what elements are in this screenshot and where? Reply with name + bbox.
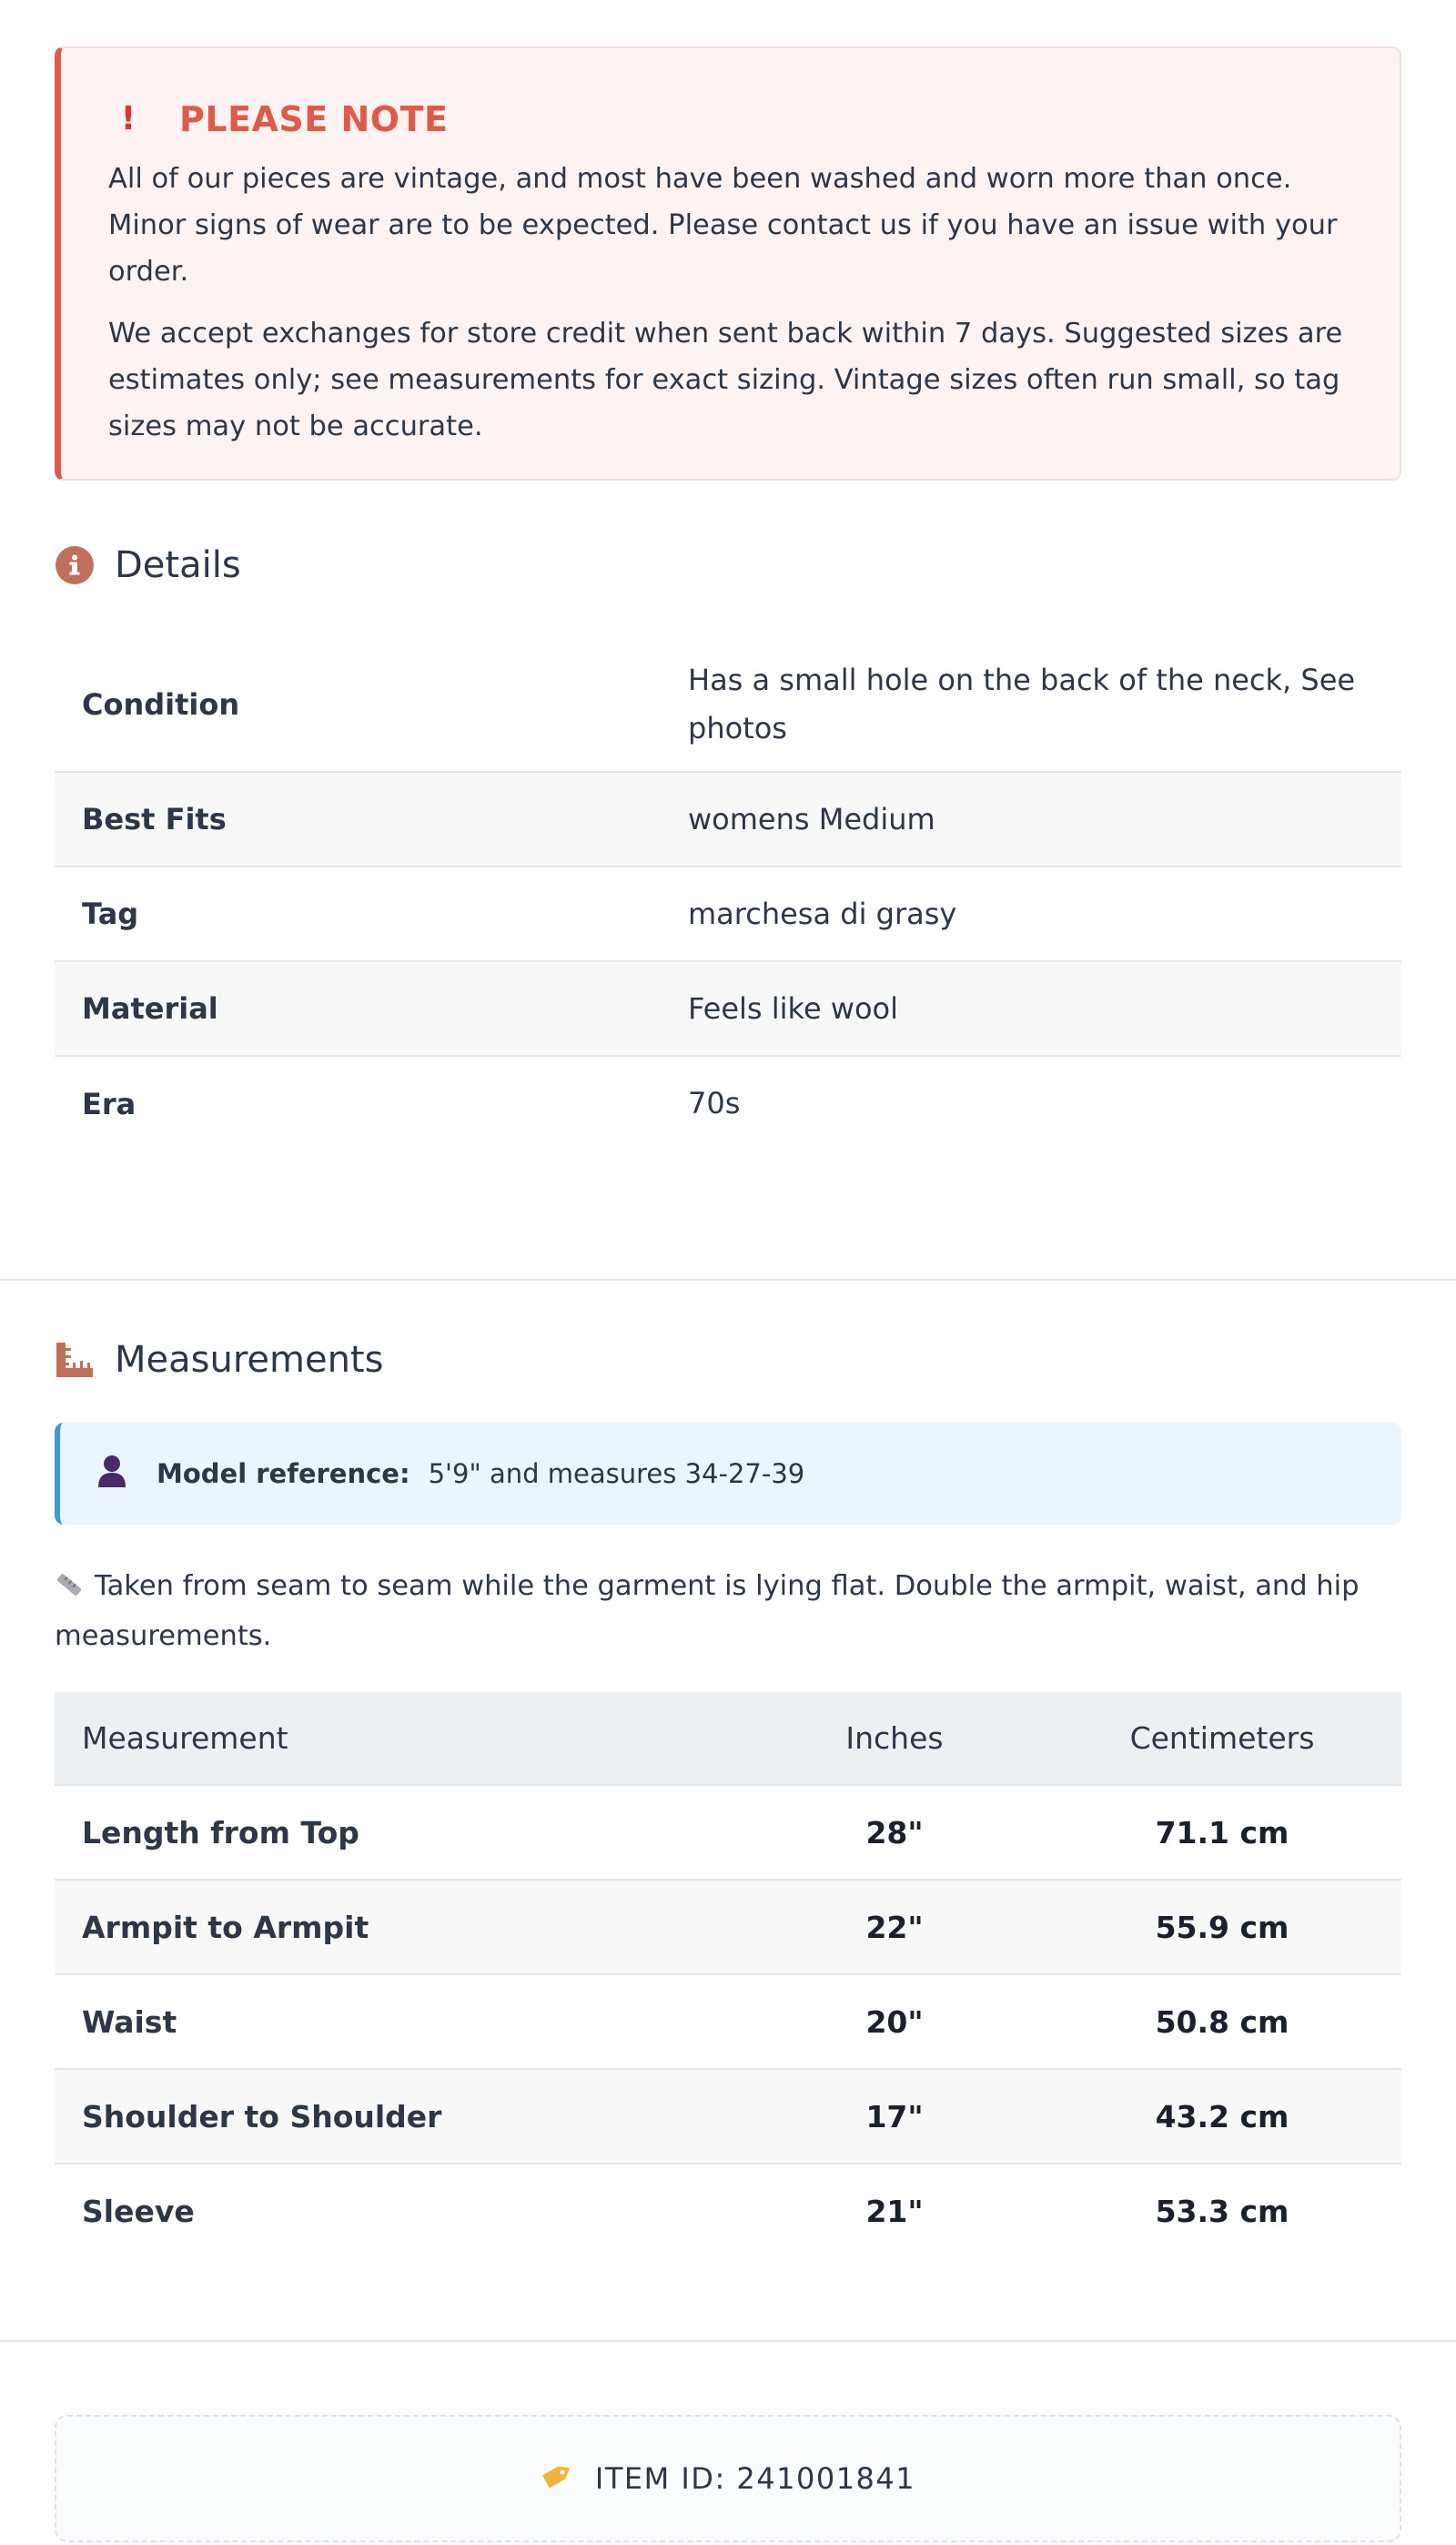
section-divider — [0, 2340, 1456, 2342]
table-row — [55, 1880, 1401, 1974]
measurement-name: Armpit to Armpit — [55, 1880, 746, 1974]
measurement-inches: 21" — [865, 2194, 924, 2229]
details-heading — [55, 542, 1401, 588]
measurement-note-text: Taken from seam to seam while the garment is lying flat. Double the armpit, waist, and hip measurements. — [55, 1570, 1360, 1652]
person-icon — [96, 1455, 129, 1494]
detail-value: Feels like wool — [661, 961, 1401, 1056]
detail-value: Has a small hole on the back of the neck, See photos — [661, 637, 1401, 772]
details-title: Details — [115, 544, 241, 586]
item-id-label: ITEM ID: 241001841 — [594, 2461, 916, 2496]
detail-key: Material — [55, 961, 661, 1056]
measurements-title: Measurements — [115, 1339, 384, 1381]
measurement-cm: 53.3 cm — [1155, 2194, 1289, 2229]
detail-key: Era — [82, 1086, 136, 1121]
measurement-inches: 17" — [746, 2069, 1043, 2164]
item-id-box — [55, 2415, 1401, 2542]
detail-key: Best Fits — [55, 772, 661, 867]
measurement-name: Waist — [55, 1974, 746, 2069]
table-row — [55, 867, 1401, 961]
tag-icon — [541, 2459, 575, 2498]
column-header: Measurement — [55, 1692, 746, 1785]
ruler-icon — [55, 1340, 95, 1380]
notice-paragraph: All of our pieces are vintage, and most have been washed and worn more than once. Minor signs of wear are to be expected. Please contact us if you have an issue with your order. — [108, 163, 1338, 288]
table-row — [55, 961, 1401, 1056]
measurement-cm: 50.8 cm — [1043, 1974, 1401, 2069]
measurement-cm: 55.9 cm — [1043, 1880, 1401, 1974]
table-row — [55, 772, 1401, 867]
notice-box — [55, 46, 1401, 481]
detail-value: marchesa di grasy — [661, 867, 1401, 961]
notice-paragraph: We accept exchanges for store credit when sent back within 7 days. Suggested sizes are estimates only; see measurements for exact sizing. Vintage sizes often run small, so tag sizes may not be accurate. — [108, 318, 1343, 442]
measurements-table — [55, 1692, 1401, 2258]
measurement-note — [55, 1563, 1401, 1659]
detail-value: womens Medium — [661, 772, 1401, 867]
measurement-inches: 22" — [746, 1880, 1043, 1974]
exclamation-icon: ! — [120, 100, 136, 137]
column-header: Centimeters — [1043, 1692, 1401, 1785]
tape-icon — [55, 1567, 86, 1613]
model-reference — [55, 1423, 1401, 1525]
measurement-name: Shoulder to Shoulder — [55, 2069, 746, 2164]
table-header-row — [55, 1692, 1401, 1785]
section-divider — [0, 1279, 1456, 1281]
model-reference-label: Model reference: — [157, 1458, 410, 1489]
measurements-heading — [55, 1337, 1401, 1383]
measurement-inches: 28" — [746, 1785, 1043, 1880]
measurement-cm: 71.1 cm — [1043, 1785, 1401, 1880]
column-header: Inches — [746, 1692, 1043, 1785]
measurement-cm: 43.2 cm — [1043, 2069, 1401, 2164]
detail-key: Condition — [55, 637, 661, 772]
detail-key: Tag — [55, 867, 661, 961]
measurement-inches: 20" — [746, 1974, 1043, 2069]
measurement-name: Length from Top — [55, 1785, 746, 1880]
table-row — [55, 1056, 1401, 1151]
notice-header — [108, 101, 1352, 137]
table-row — [55, 637, 1401, 772]
table-row — [55, 2069, 1401, 2164]
table-row — [55, 1785, 1401, 1880]
table-row — [55, 2164, 1401, 2258]
table-row — [55, 1974, 1401, 2069]
notice-title: PLEASE NOTE — [179, 99, 449, 139]
measurement-name: Sleeve — [82, 2194, 195, 2229]
details-table — [55, 637, 1401, 1151]
model-reference-value: 5'9" and measures 34-27-39 — [428, 1458, 805, 1489]
info-circle-icon — [55, 545, 95, 585]
detail-value: 70s — [688, 1086, 741, 1120]
